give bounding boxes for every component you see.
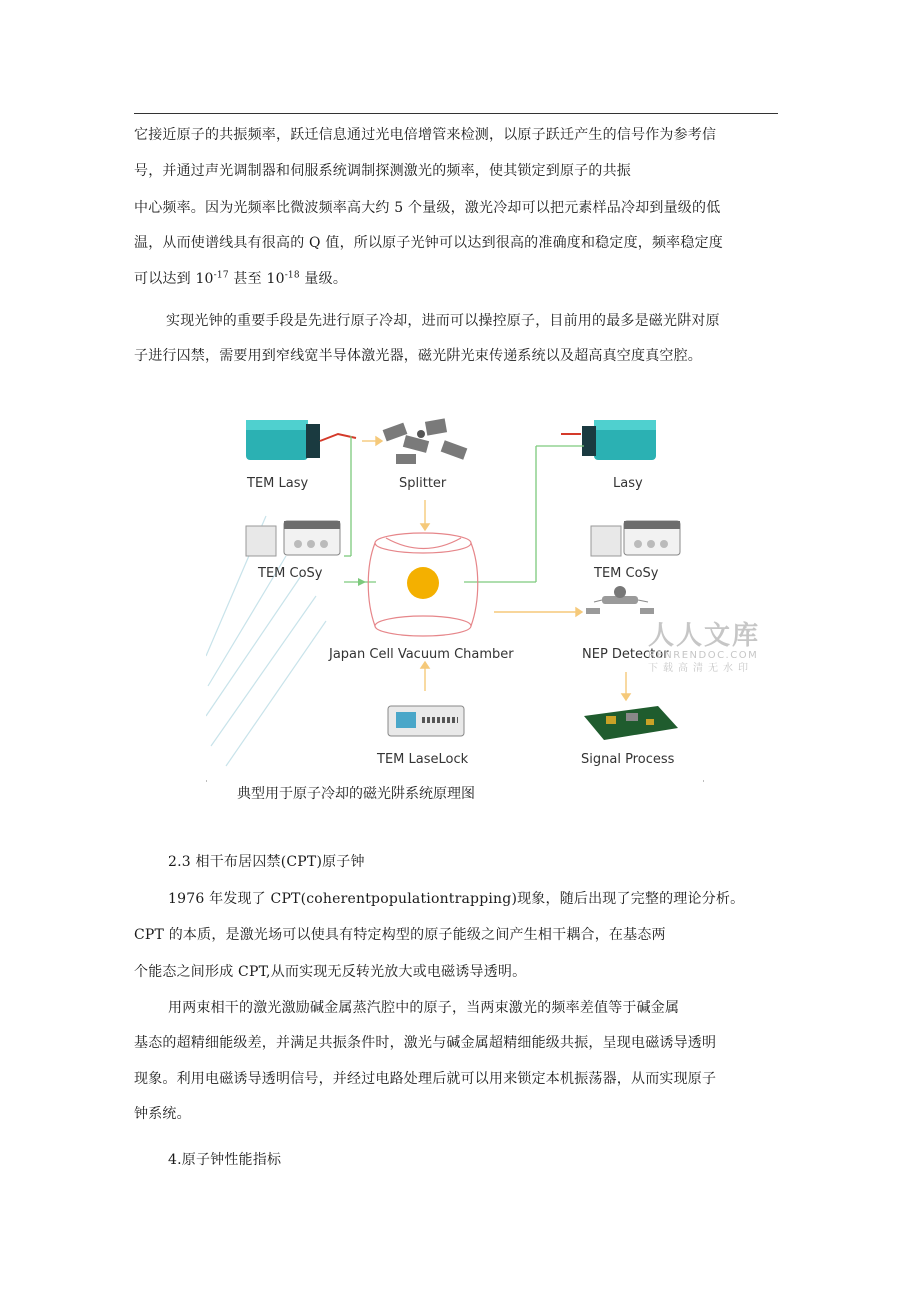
- paragraph-line: CPT 的本质，是激光场可以使具有特定构型的原子能级之间产生相干耦合，在基态两: [134, 927, 666, 943]
- lasy-device: [561, 420, 656, 460]
- label-vacuum-chamber: Japan Cell Vacuum Chamber: [329, 647, 514, 662]
- laselock-device: [388, 706, 464, 736]
- label-lasy: Lasy: [613, 476, 643, 491]
- paragraph-line: 号，并通过声光调制器和伺服系统调制探测激光的频率，使其锁定到原子的共振: [134, 163, 631, 179]
- paragraph-line: 用两束相干的激光激励碱金属蒸汽腔中的原子，当两束激光的频率差值等于碱金属: [168, 1000, 680, 1016]
- label-tem-cosy-left: TEM CoSy: [258, 566, 323, 581]
- tem-lasy-device: [246, 420, 356, 460]
- paragraph-line: 实现光钟的重要手段是先进行原子冷却，进而可以操控原子，目前用的最多是磁光阱对原: [166, 313, 720, 329]
- watermark: [648, 622, 760, 676]
- paragraph-line: 1976 年发现了 CPT(coherentpopulationtrapping)现象，随后出现了完整的理论分析。: [168, 891, 745, 907]
- text-run: 甚至 10: [228, 271, 285, 287]
- paragraph-line: 子进行囚禁，需要用到窄线宽半导体激光器，磁光阱光束传递系统以及超高真空度真空腔。: [134, 348, 702, 364]
- watermark-url: RENRENDOC.COM: [648, 650, 759, 661]
- paragraph-line: 个能态之间形成 CPT,从而实现无反转光放大或电磁诱导透明。: [134, 964, 527, 980]
- tem-cosy-right-device: [591, 521, 680, 556]
- signal-process-board: [584, 706, 678, 740]
- section-heading: 4.原子钟性能指标: [168, 1152, 282, 1168]
- label-tem-lasy: TEM Lasy: [247, 476, 309, 491]
- label-laselock: TEM LaseLock: [377, 752, 469, 767]
- paragraph-line: 它接近原子的共振频率，跃迁信息通过光电倍增管来检测，以原子跃迁产生的信号作为参考信: [134, 127, 717, 143]
- paragraph-line: 钟系统。: [134, 1106, 191, 1122]
- text-run: 可以达到 10: [134, 271, 214, 287]
- mot-system-diagram: [206, 386, 704, 780]
- figure-caption: 典型用于原子冷却的磁光阱系统原理图: [237, 786, 475, 802]
- label-nep-detector: NEP Detector: [582, 647, 669, 662]
- paragraph-line: 现象。利用电磁诱导透明信号，并经过电路处理后就可以用来锁定本机振荡器，从而实现原子: [134, 1071, 717, 1087]
- nep-detector-device: [586, 586, 654, 614]
- label-tem-cosy-right: TEM CoSy: [594, 566, 659, 581]
- exponent: -17: [213, 270, 229, 281]
- label-signal-process: Signal Process: [581, 752, 675, 767]
- header-rule: [134, 113, 778, 114]
- green-beam-lines: [344, 436, 584, 582]
- paragraph-line: 温，从而使谱线具有很高的 Q 值，所以原子光钟可以达到很高的准确度和稳定度，频率稳定度: [134, 235, 723, 251]
- splitter-device: [383, 418, 468, 464]
- watermark-subtitle: 下载高清无水印: [648, 663, 753, 674]
- paragraph-line: 中心频率。因为光频率比微波频率高大约 5 个量级，激光冷却可以把元素样品冷却到量级的低: [134, 200, 721, 216]
- exponent: -18: [284, 270, 300, 281]
- watermark-title: 人人文库: [648, 621, 761, 651]
- text-run: 量级。: [299, 271, 348, 287]
- beam-arrow: [358, 578, 366, 586]
- atom-cloud: [407, 567, 439, 599]
- section-heading: 2.3 相干布居囚禁(CPT)原子钟: [168, 854, 365, 870]
- paragraph-line: 基态的超精细能级差，并满足共振条件时，激光与碱金属超精细能级共振，呈现电磁诱导透明: [134, 1035, 717, 1051]
- label-splitter: Splitter: [399, 476, 447, 491]
- tem-cosy-left-device: [246, 521, 340, 556]
- paragraph-line: [134, 269, 347, 289]
